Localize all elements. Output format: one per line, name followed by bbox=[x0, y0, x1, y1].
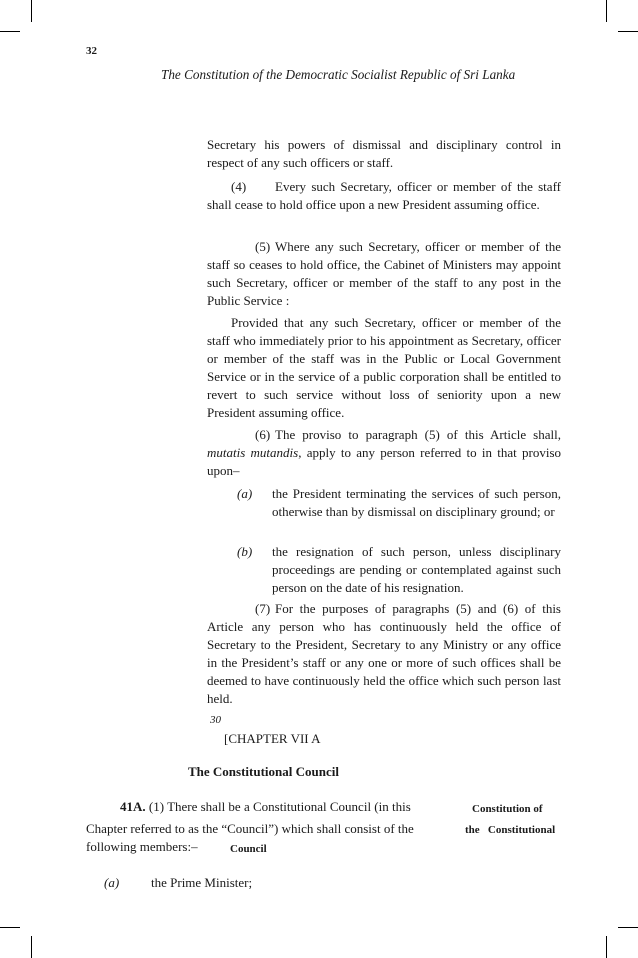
paragraph-text: Every such Secretary, officer or member of the staff shall cease to hold office upon a new President assuming office. bbox=[207, 179, 561, 212]
item-label: (a) bbox=[104, 875, 120, 890]
page-number: 32 bbox=[86, 45, 97, 57]
proviso-paragraph bbox=[207, 314, 561, 422]
crop-mark bbox=[0, 31, 20, 32]
article-text: (1) There shall be a Constitutional Council (in this bbox=[148, 799, 411, 814]
article-41a-line2: Chapter referred to as the “Council”) which shall consist of the bbox=[86, 821, 414, 836]
item-text: the President terminating the services of such person, otherwise than by dismissal on disciplinary ground; or bbox=[272, 486, 561, 519]
item-text: the Prime Minister; bbox=[151, 875, 253, 890]
paragraph-text: Where any such Secretary, officer or member of the staff so ceases to hold office, the Cabinet of Ministers may appoint such Secretary, officer or member of the staff to any post in the Public Service : bbox=[207, 239, 561, 308]
paragraph-label: (4) bbox=[231, 179, 247, 194]
item-text: the resignation of such person, unless disciplinary proceedings are pending or contemplated against such person on the date of his resignation. bbox=[272, 544, 561, 595]
item-label: (b) bbox=[237, 544, 253, 559]
article-41a-line3: following members:– bbox=[86, 839, 198, 854]
crop-mark bbox=[31, 936, 32, 958]
chapter-heading: [CHAPTER VII A bbox=[224, 731, 321, 746]
marginal-note-line: Constitution of bbox=[472, 803, 543, 815]
paragraph-4 bbox=[207, 178, 561, 214]
latin-phrase: mutatis mutandis bbox=[207, 445, 299, 460]
crop-mark bbox=[618, 927, 638, 928]
marginal-note-line: the Constitutional bbox=[465, 824, 556, 836]
marginal-note-line: Council bbox=[230, 843, 267, 855]
paragraph-text-cont: , apply to any person referred to in that proviso upon– bbox=[207, 445, 561, 478]
continuation-text: Secretary his powers of dismissal and disciplinary control in respect of any such officers or staff. bbox=[207, 137, 561, 170]
paragraph-label: (5) bbox=[255, 239, 271, 254]
crop-mark bbox=[618, 31, 638, 32]
paragraph-label: (7) bbox=[255, 601, 271, 616]
article-41a-line1 bbox=[120, 798, 411, 816]
continuation-paragraph bbox=[207, 136, 561, 172]
crop-mark bbox=[0, 927, 20, 928]
footnote-marker: 30 bbox=[210, 714, 221, 726]
paragraph-7 bbox=[207, 600, 561, 708]
paragraph-6 bbox=[207, 426, 561, 480]
running-title: The Constitution of the Democratic Socialist Republic of Sri Lanka bbox=[161, 67, 516, 82]
item-label: (a) bbox=[237, 486, 253, 501]
crop-mark bbox=[606, 936, 607, 958]
paragraph-5 bbox=[207, 238, 561, 310]
paragraph-label: (6) bbox=[255, 427, 271, 442]
paragraph-text: The proviso to paragraph (5) of this Article shall, bbox=[275, 427, 561, 442]
paragraph-text: For the purposes of paragraphs (5) and (6) of this Article any person who has continuously held the office of Secretary to the President, Secretary to any Ministry or any office in the President’s staff or any one or more of such offices shall be deemed to have continuously held the office which such person last held. bbox=[207, 601, 561, 706]
list-item bbox=[237, 543, 561, 599]
crop-mark bbox=[606, 0, 607, 22]
crop-mark bbox=[31, 0, 32, 22]
article-number: 41A. bbox=[120, 799, 146, 814]
chapter-title: The Constitutional Council bbox=[188, 764, 339, 779]
list-item bbox=[237, 485, 561, 541]
proviso-text: Provided that any such Secretary, officer or member of the staff who immediately prior to his appointment as Secretary, officer or member of the staff was in the Public or Local Government Service or in the service of a public corporation shall be entitled to revert to such service without loss of seniority upon a new President assuming office. bbox=[207, 315, 561, 420]
